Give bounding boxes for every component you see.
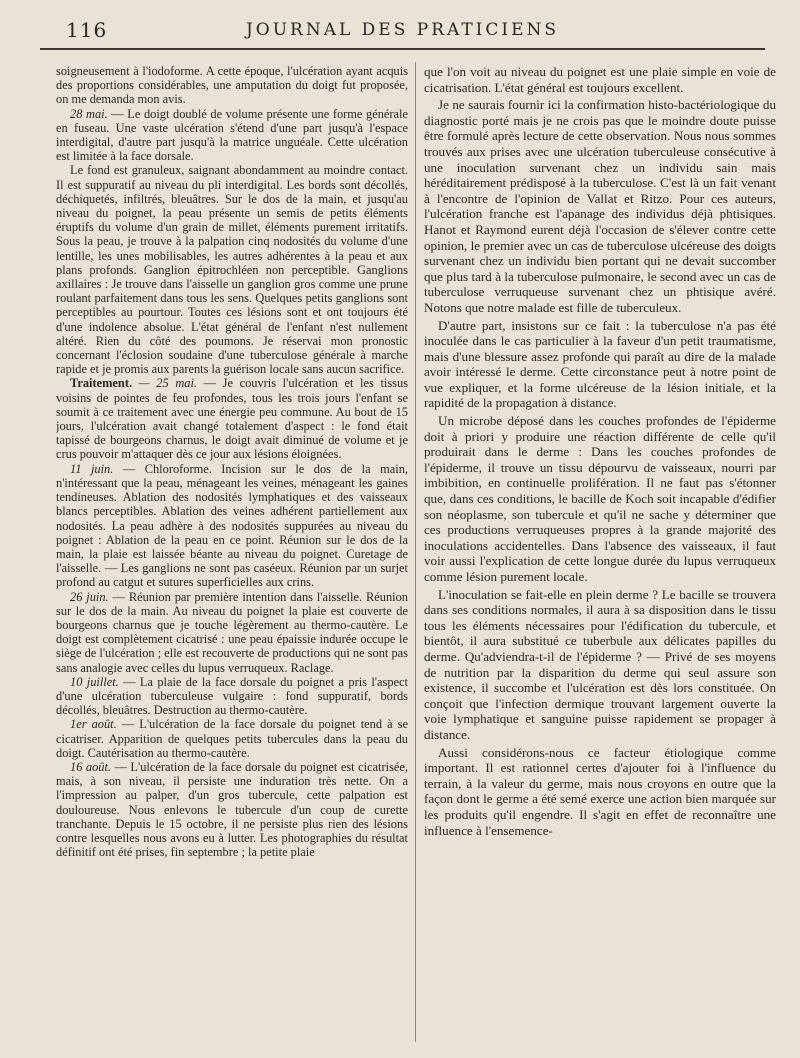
paragraph-text: que l'on voit au niveau du poignet est une plaie simple en voie de cicatrisation. L'état général est toujours excellent. [424,64,776,95]
paragraph [424,587,776,743]
paragraph-text: — Le doigt doublé de volume présente une forme générale en fuseau. Une vaste ulcération s'étend d'une part jusqu'à l'espace interdigital, d'autre part jusqu'à la matrice unguéale. Cette ulcération est limitée à la face dorsale. [56,106,408,164]
paragraph [424,64,776,95]
date-lead: 16 août. [70,759,112,774]
paragraph-text: — Réunion par première intention dans l'aisselle. Réunion sur le dos de la main. Au niveau du poignet la plaie est couverte de bourgeons charnus que je touche légèrement au thermo-cautère. Le doigt est complètement cicatrisé : une peau épaissie indurée occupe le siège de l'ulcération ; elle est recouverte de productions qui ne sont pas sans analogie avec celles du lupus verruqueux. Raclage. [56,589,408,675]
paragraph [424,318,776,412]
left-column [56,64,408,1049]
paragraph [56,376,408,461]
paragraph [424,745,776,839]
date-lead: 1er août. [70,717,117,732]
column-divider [415,62,416,1042]
date-lead: 26 juin. [70,589,109,604]
paragraph [56,590,408,675]
paragraph-text: — Je couvris l'ulcération et les tissus voisins de pointes de feu profondes, tous les trois jours l'enfant se soumit à ce traitement avec une énergie peu commune. Au bout de 15 jours, l'ulcération avait changé totalement d'aspect : le fond était tapissé de bourgeons charnus, le doigt avait diminué de volume et je crus pouvoir m'attaquer dès ce jour aux lésions éloignées. [56,376,408,462]
paragraph [56,717,408,760]
paragraph-text: L'inoculation se fait-elle en plein derme ? Le bacille se trouvera dans ses conditions normales, il aura à sa disposition dans le tissu tous les éléments nécessaires pour l'édification du tubercule, et bientôt, il aura substitué ce tuberbule aux délicates papilles du derme. Qu'adviendra-t-il de l'épiderme ? — Privé de ses moyens de nutrition par la disparition du derme qui seul assure son existence, il succombe et l'ulcération est dès lors constituée. On conçoit que l'infection dermique trouvant largement ouverte la voie lymphatique et sanguine puisse rapidement se propager à distance. [424,586,776,742]
paragraph [56,107,408,164]
paragraph [424,413,776,585]
paragraph-text: — Chloroforme. Incision sur le dos de la main, n'intéressant que la peau, ménageant les veines, ménageant les gaines tendineuses. Ablation des nodosités lymphatiques et des vaisseaux blancs perceptibles. Ablation des veines adhérent partiellement aux nodosités. La peau adhère à des nodosités suppurées au niveau du poignet : Ablation de la peau en ce point. Réunion sur le dos de la main, la plaie est laissée béante au niveau du poignet. Curetage de l'aisselle. — Les ganglions ne sont pas caséeux. Réunion par un surjet profond au catgut et sutures superficielles aux crins. [56,461,408,590]
running-title: JOURNAL DES PRATICIENS [245,20,560,40]
paragraph-text: — L'ulcération de la face dorsale du poignet est cicatrisée, mais, à son niveau, il persiste une induration très nette. On a l'impression au palper, d'un gros tubercule, cette palpation est douloureuse. Nous enlevons le tubercule d'un coup de curette tranchante. Depuis le 15 octobre, il ne persiste plus rien des lésions contre lesquelles nous avons eu à lutter. Les photographies du résultat définitif ont été prises, fin septembre ; la petite plaie [56,759,408,860]
paragraph-text: — La plaie de la face dorsale du poignet a pris l'aspect d'une ulcération tuberculeuse vulgaire : fond suppuratif, bords décollés, bleuâtres. Destruction au thermo-cautère. [56,674,408,718]
paragraph [424,97,776,315]
paragraph [56,675,408,718]
paragraph-text: — L'ulcération de la face dorsale du poignet tend à se cicatriser. Apparition de quelques petits tubercules dans la peau du doigt. Cautérisation au thermo-cautère. [56,717,408,760]
right-column [424,64,776,1049]
paragraph [56,462,408,590]
paragraph [56,64,408,107]
date-lead: — 25 mai. [132,376,197,391]
paragraph [56,760,408,859]
date-lead: 28 mai. [70,106,108,121]
paragraph-text: Aussi considérons-nous ce facteur étiologique comme important. Il est rationnel certes d'ajouter foi à l'influence du terrain, à la valeur du germe, mais nous croyons en outre que la façon dont le germe a été semé exerce une action bien marquée sur les produits qu'il engendre. Il s'agit en effet de reconnaître une influence à l'ensemence- [424,744,776,838]
paragraph [56,163,408,376]
paragraph-text: Un microbe déposé dans les couches profondes de l'épiderme doit à priori y produire une réaction différente de celle qu'il produirait dans le derme : Dans les couches profondes de l'épiderme, il trouve un tissu dépourvu de vaisseaux, nourri par imbibition, en continuelle prolifération. Il ne faut pas s'étonner que, dans ces conditions, le bacille de Koch soit incapable d'édifier son néoplasme, son tubercule et qu'il ne sache y déterminer que ces productions verruqueuses propres à la grande majorité des inoculations accidentelles. Dans l'absence des vaisseaux, il faut voir aussi l'explication de cette longue durée du lupus verruqueux comme lésion purement locale. [424,413,776,584]
date-lead: 10 juillet. [70,674,119,689]
page-header [40,14,765,50]
date-lead: 11 juin. [70,461,114,476]
paragraph-text: Le fond est granuleux, saignant abondamment au moindre contact. Il est suppuratif au niveau du pli interdigital. Les bords sont décollés, déchiquetés, infiltrés, bleuâtres. Sur le dos de la main, et jusqu'au niveau du poignet, la peau présente un semis de petits éléments éruptifs du volume d'un grain de millet, éléments purement irritatifs. Sous la peau, je trouve à la palpation cinq nodosités du volume d'une lentille, les unes mobilisables, les autres adhérentes à la peau et aux plans profonds. Ganglion épitrochléen non perceptible. Ganglions axillaires : Je trouve dans l'aisselle un ganglion gros comme une prune roulant parfaitement dans tous les sens. Quelques petits ganglions sont perceptibles au pourtour. Toutes ces lésions sont et ont toujours été d'une indolence absolue. L'état général de l'enfant n'est nullement altéré. Rien du côté des poumons. Je réservai mon pronostic concernant l'éclosion soudaine d'une tuberculose générale à marche rapide et je promis aux parents la guérison locale sans aucun sacrifice. [56,163,408,377]
page-number: 116 [66,18,108,42]
section-heading: Traitement. [70,376,133,391]
paragraph-text: D'autre part, insistons sur ce fait : la tuberculose n'a pas été inoculée dans le cas particulier à la faveur d'un petit traumatisme, mais d'une blessure assez profonde qui paraît au dire de la malade avoir intéressé le derme. Cette circonstance peut à notre point de vue expliquer, et la forme ulcéreuse de la lésion initiale, et la rapidité de la propagation à distance. [424,317,776,411]
paragraph-text: soigneusement à l'iodoforme. A cette époque, l'ulcération ayant acquis des proportions considérables, une amputation du doigt fut proposée, on me demanda mon avis. [56,64,408,107]
paragraph-text: Je ne saurais fournir ici la confirmation histo-bactériologique du diagnostic porté mais je ne crois pas que le moindre doute puisse être formulé après lecture de cette observation. Nous nous sommes trouvés aux prises avec une ulcération tuberculeuse consécutive à une inoculation survenant chez un individu sain mais héréditairement prédisposé à la tuberculose. C'est là un fait venant à l'encontre de l'opinion de Vallat et Ritzo. Pour ces auteurs, l'ulcération franche est l'apanage des individus déjà phtisiques. Hanot et Raymond eurent déjà l'occasion de s'élever contre cette opinion, le premier avec un cas de tuberculose ulcéreuse des doigts survenant chez un individu bien portant qui ne devait succomber que plus tard à la tuberculose pulmonaire, le second avec un cas de tuberculose verruqueuse survenant chez un phtisique avéré. Notons que notre malade est fille de tuberculeux. [424,97,776,315]
